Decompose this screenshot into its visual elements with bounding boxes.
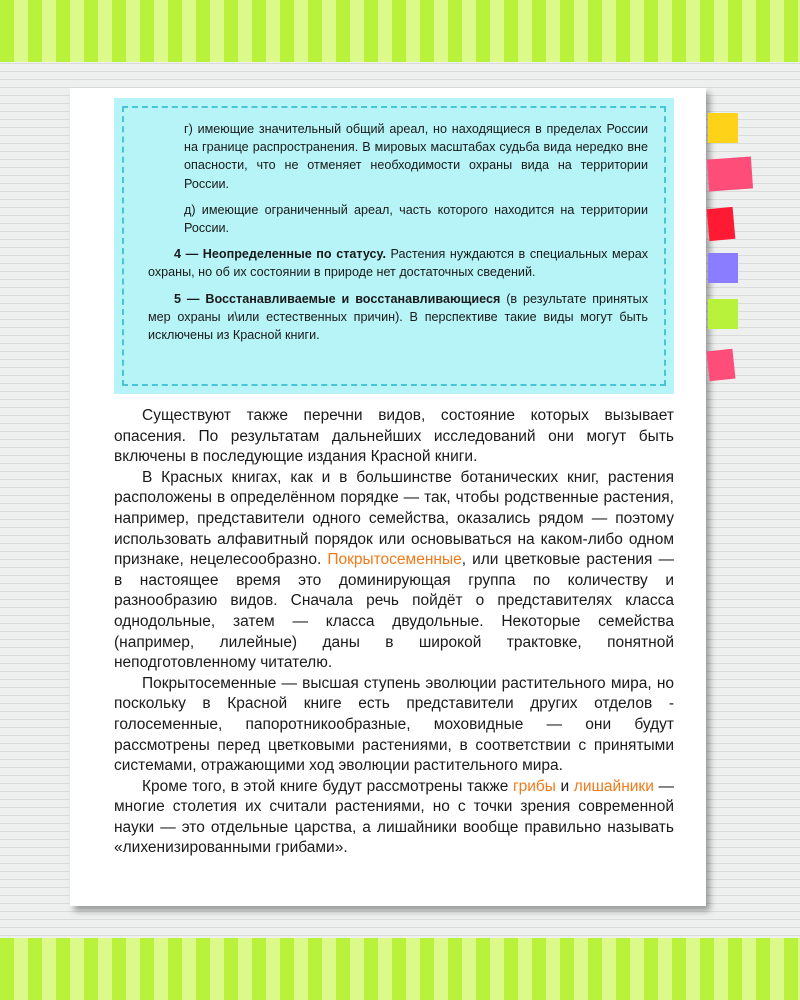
bottom-stripe-band	[0, 938, 800, 1000]
term-lichens: лишайники	[573, 777, 654, 795]
category-item-d: д) имеющие ограниченный ареал, часть которого находится на территории России.	[184, 202, 648, 236]
category-5-title: 5 — Восстанавливаемые и восстанавливающиеся	[174, 291, 501, 306]
tab-green	[708, 299, 738, 329]
tab-yellow	[708, 113, 738, 143]
top-stripe-band	[0, 0, 800, 62]
paragraph-2	[114, 468, 674, 674]
status-category-box	[114, 98, 674, 394]
paragraph-2-start: В Красных книгах, как и в большинстве ботанических книг, растения расположены в определённом порядке — так, чтобы родственные растения, например, представители одного семейства, оказались рядом — поэтому использовать алфавитный порядок или основываться на каком-либо одном признаке, нецелесообразно.	[114, 468, 674, 569]
paragraph-4-and: и	[555, 777, 574, 795]
category-4-text: Растения нуждаются в специальных мерах охраны, но об их состоянии в природе нет достаточных сведений.	[148, 247, 648, 280]
category-4-title: 4 — Неопределенные по статусу.	[174, 247, 386, 262]
category-item-g: г) имеющие значительный общий ареал, но находящиеся в пределах России на границе распространения. В мировых масштабах судьба вида нередко вне опасности, что не отменяет необходимости охраны вида на территории России.	[184, 122, 648, 191]
category-5-text: (в результате принятых мер охраны и\или естественных причин). В перспективе такие виды могут быть исключены из Красной книги.	[148, 291, 648, 343]
paragraph-4	[114, 777, 674, 859]
paragraph-3: Покрытосеменные — высшая ступень эволюции растительного мира, но поскольку в Красной книге есть представители других отделов - голосеменные, папоротникообразные, моховидные — они будут рассмотрены перед цветковыми растениями, в соответствии с принятыми системами, отражающими ход эволюции растительного мира.	[114, 674, 674, 775]
tab-pink	[707, 157, 753, 192]
paragraph-1: Существуют также перечни видов, состояние которых вызывает опасения. По результатам дальнейших исследований они могут быть включены в последующие издания Красной книги.	[114, 407, 674, 466]
term-fungi: грибы	[512, 777, 556, 795]
book-page	[70, 88, 706, 906]
paragraph-2-end: , или цветковые растения — в настоящее время это доминирующая группа по количеству и разнообразию видов. Сначала речь пойдёт о представителях класса однодольные, затем — класса двудольные. Некоторые семейства (например, лилейные) даны в широкой трактовке, понятной неподготовленному читателю.	[114, 551, 674, 672]
term-angiosperms: Покрытосеменные	[327, 551, 462, 569]
paragraph-4-end: — многие столетия их считали растениями, но с точки зрения современной науки — это отдельные царства, а лишайники вообще правильно называть «лихенизированными грибами».	[114, 777, 674, 857]
status-category-box-inner	[122, 106, 666, 386]
paragraph-4-start: Кроме того, в этой книге будут рассмотрены также	[142, 777, 513, 795]
tab-purple	[708, 253, 738, 283]
category-5	[148, 290, 648, 345]
tab-red	[707, 207, 736, 241]
main-text	[114, 406, 674, 859]
tab-pink-2	[707, 349, 736, 382]
category-4	[148, 245, 648, 281]
